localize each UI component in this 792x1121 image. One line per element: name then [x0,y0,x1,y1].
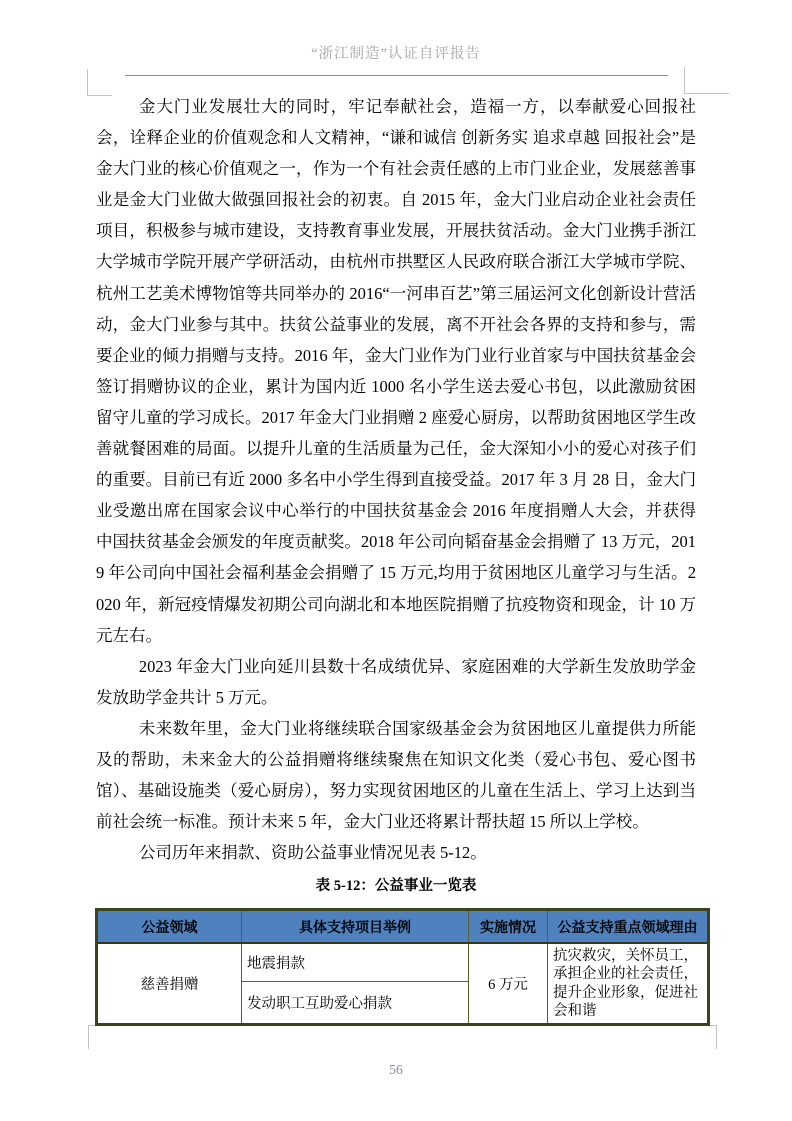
table-caption: 表 5-12：公益事业一览表 [315,878,477,894]
cell-item-employee-mutual-aid: 发动职工互助爱心捐款 [242,982,469,1025]
cell-reason-text: 抗灾救灾，关怀员工，承担企业的社会责任，提升企业形象，促进社会和谐 [548,943,709,1025]
table-header-row [97,910,709,944]
cell-field-charity-donation: 慈善捐赠 [97,943,242,1025]
paragraph-table-reference: 公司历年来捐款、资助公益事业情况见表 5-12。 [138,843,487,863]
header-rule [125,75,668,76]
header-cell-project-examples: 具体支持项目举例 [242,910,469,944]
running-header-title: “浙江制造”认证自评报告 [311,46,481,62]
text-boundary-mark-top-right [684,67,729,94]
paragraph-csr-history: 金大门业发展壮大的同时，牢记奉献社会，造福一方，以奉献爱心回报社会，诠释企业的价值观念和人文精神，“谦和诚信 创新务实 追求卓越 回报社会”是金大门业的核心价值观之一，作为一个有社会责任感的上市门业企业，发展慈善事业是金大门业做大做强回报社会的初衷。自 2015 年，金大门业启动企业社会责任项目，积极参与城市建设，支持教育事业发展，开展扶贫活动。金大门业携手浙江大学城市学院开展产学研活动，由杭州市拱墅区人民政府联合浙江大学城市学院、杭州工艺美术博物馆等共同举办的 2016“一河串百艺”第三届运河文化创新设计营活动，金大门业参与其中。扶贫公益事业的发展，离不开社会各界的支持和参与，需要企业的倾力捐赠与支持。2016 年，金大门业作为门业行业首家与中国扶贫基金会签订捐赠协议的企业，累计为国内近 1000 名小学生送去爱心书包，以此激励贫困留守儿童的学习成长。2017 年金大门业捐赠 2 座爱心厨房，以帮助贫困地区学生改善就餐困难的局面。以提升儿童的生活质量为己任，金大深知小小的爱心对孩子们的重要。目前已有近 2000 多名中小学生得到直接受益。2017 年 3 月 28 日，金大门业受邀出席在国家会议中心举行的中国扶贫基金会 2016 年度捐赠人大会，并获得中国扶贫基金会颁发的年度贡献奖。2018 年公司向韬奋基金会捐赠了 13 万元，2019 年公司向中国社会福利基金会捐赠了 15 万元,均用于贫困地区儿童学习与生活。2020 年，新冠疫情爆发初期公司向湖北和本地医院捐赠了抗疫物资和现金，计 10 万元左右。 [96,97,696,645]
text-boundary-mark-bottom-right [692,1025,717,1049]
body-text [96,91,696,868]
public-welfare-table [95,908,710,1026]
page-number: 56 [389,1062,403,1077]
header-cell-implementation: 实施情况 [469,910,548,944]
text-boundary-mark-bottom-left [88,1025,113,1049]
header-cell-field: 公益领域 [97,910,242,944]
paragraph-2023-scholarship: 2023 年金大门业向延川县数十名成绩优异、家庭困难的大学新生发放助学金发放助学金共计 5 万元。 [96,656,696,707]
paragraph-future-plans: 未来数年里，金大门业将继续联合国家级基金会为贫困地区儿童提供力所能及的帮助，未来金大的公益捐赠将继续聚焦在知识文化类（爱心书包、爱心图书馆）、基础设施类（爱心厨房），努力实现贫困地区的儿童在生活上、学习上达到当前社会统一标准。预计未来 5 年，金大门业还将累计帮扶超 15 所以上学校。 [96,718,696,832]
header-cell-reason: 公益支持重点领域理由 [548,910,709,944]
cell-item-earthquake-donation: 地震捐款 [242,943,469,982]
table-row [97,943,709,982]
cell-status-amount: 6 万元 [469,943,548,1025]
